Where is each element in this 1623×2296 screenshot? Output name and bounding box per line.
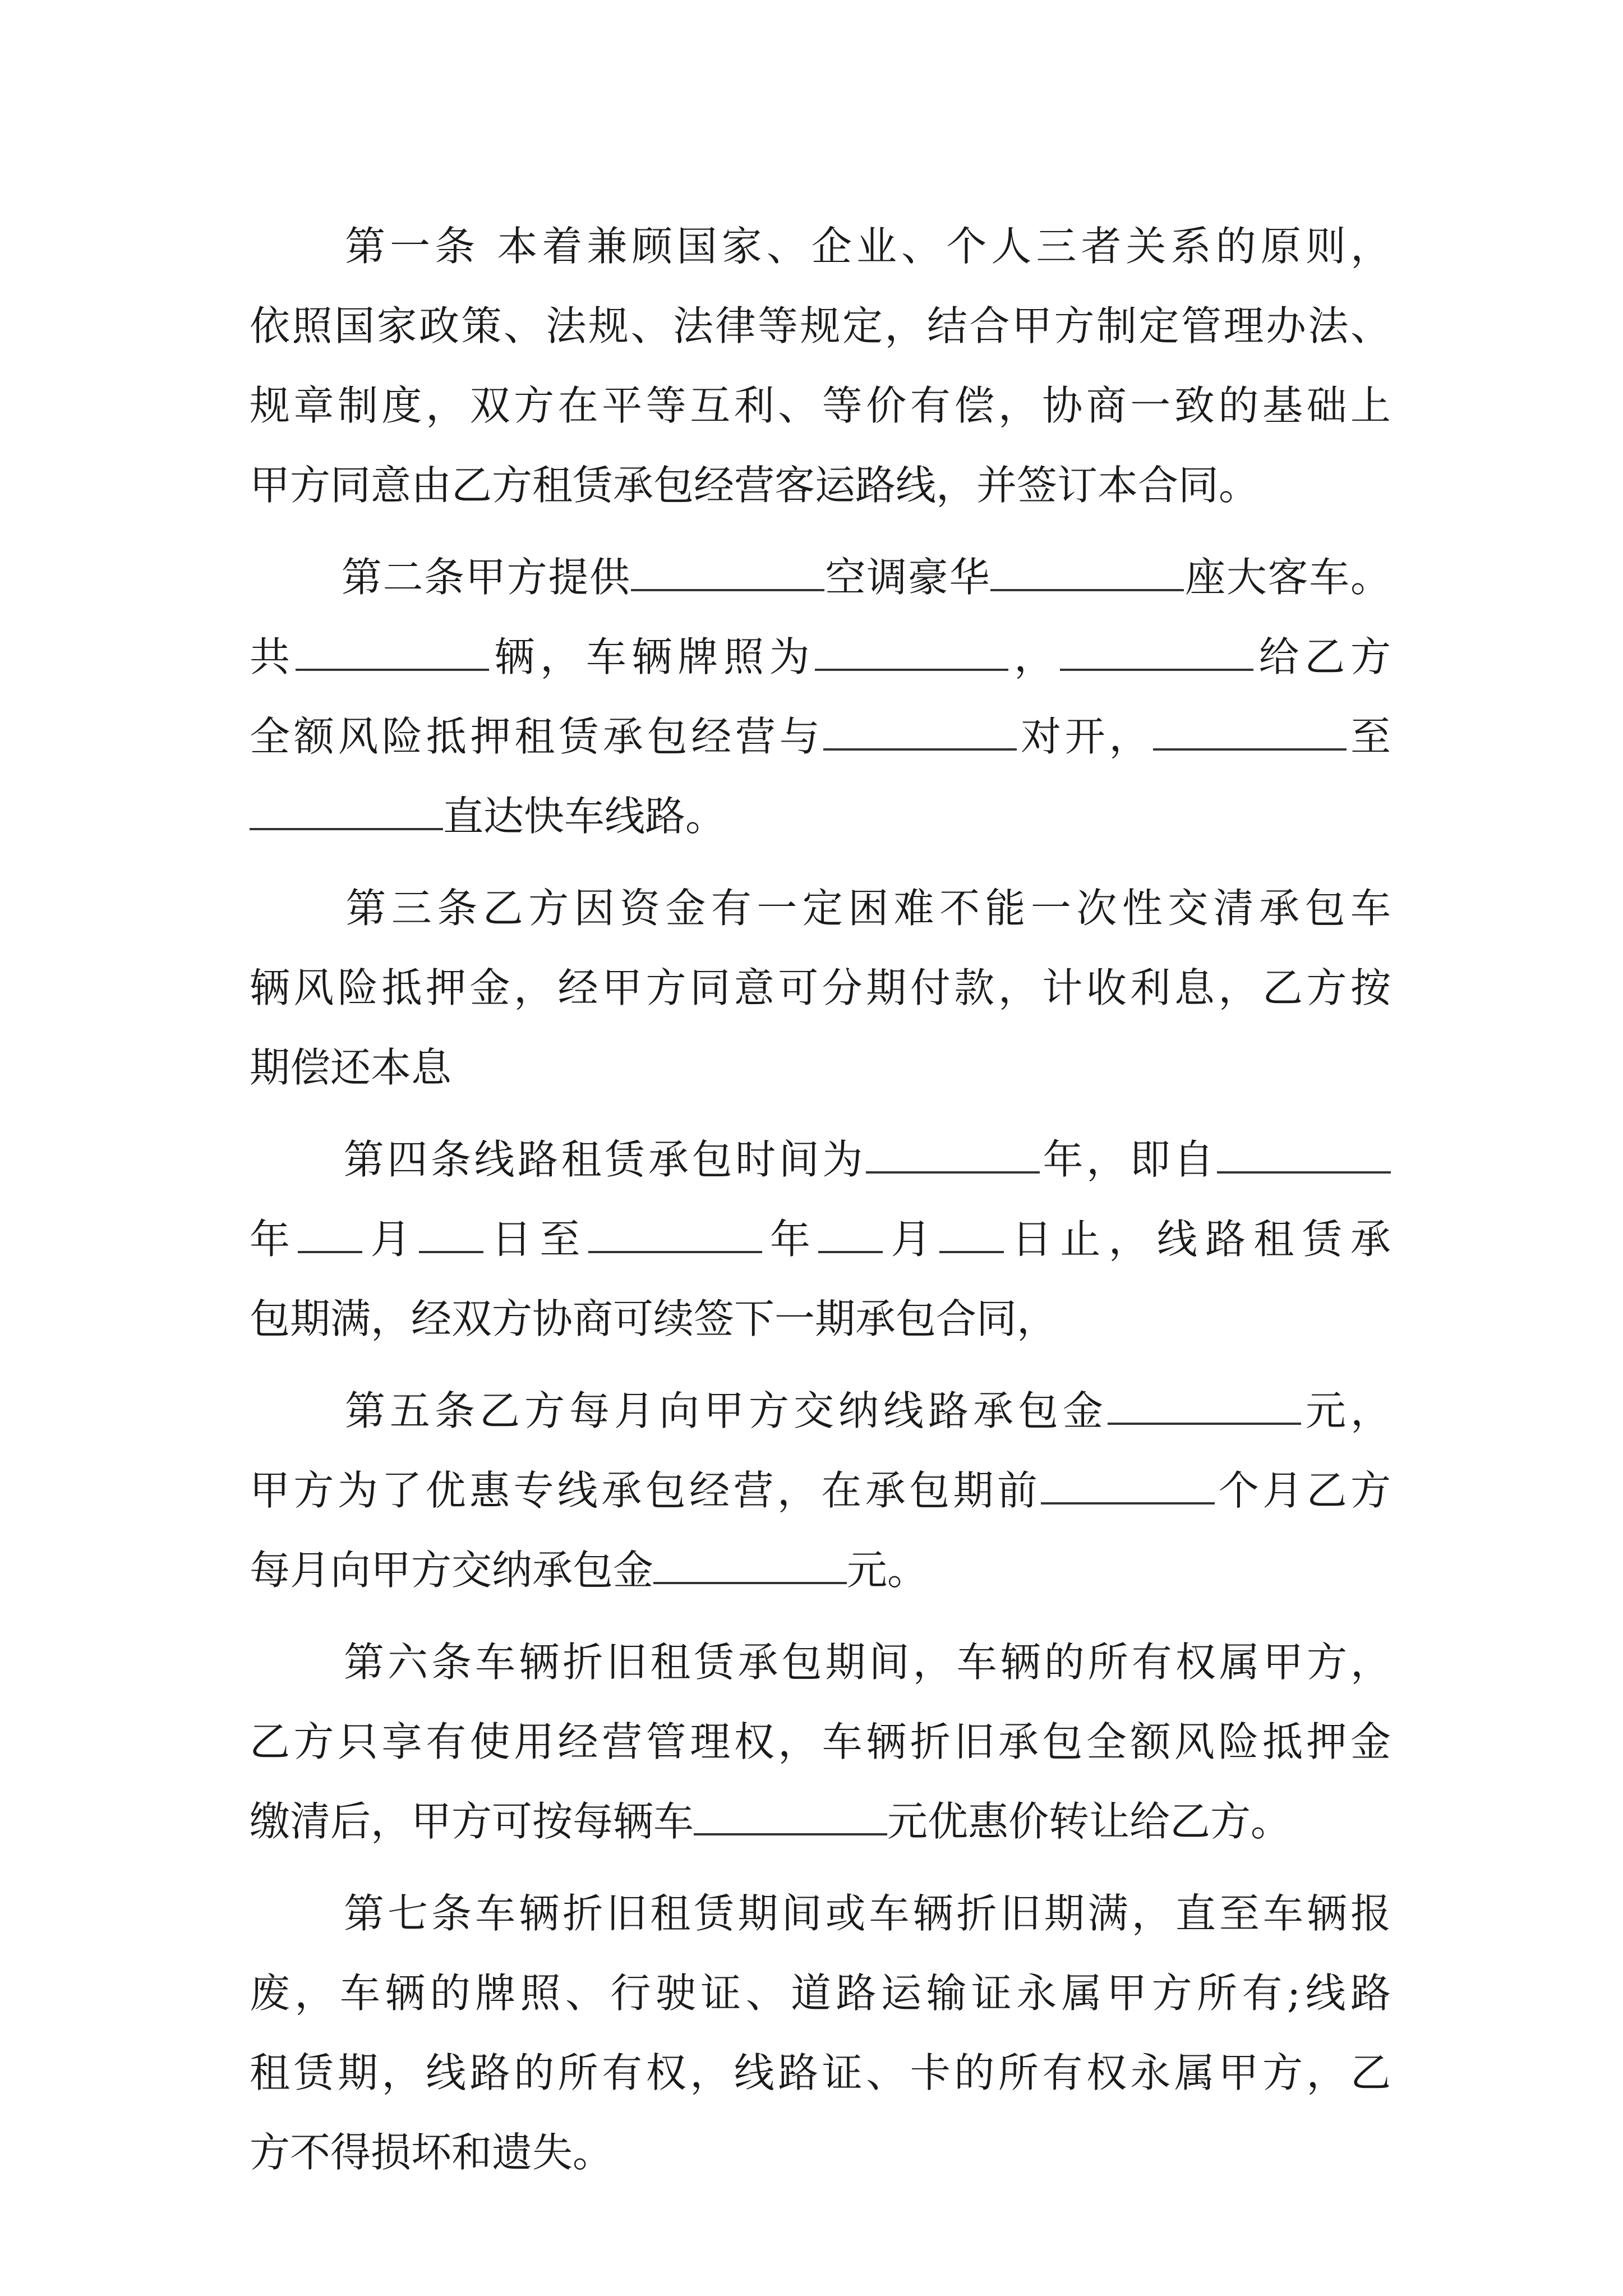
article-7 <box>250 1874 1391 2192</box>
text-line: 全额风险抵押租赁承包经营与 对开， 至 <box>250 713 1391 760</box>
text-line: 年 月 日至 年 月 日止，线路租赁承 <box>250 1216 1391 1263</box>
blank-field[interactable] <box>815 634 1008 671</box>
text-line: 废，车辆的牌照、行驶证、道路运输证永属甲方所有;线路 <box>250 1970 1391 2017</box>
article-2 <box>250 537 1391 856</box>
text-line: 租赁期，线路的所有权，线路证、卡的所有权永属甲方，乙 <box>250 2049 1391 2096</box>
blank-field[interactable] <box>1108 1388 1301 1425</box>
contract-body <box>250 206 1391 2205</box>
text-line: 每月向甲方交纳承包金 元。 <box>250 1547 928 1594</box>
text-line: 共 辆，车辆牌照为 ， 给乙方 <box>250 633 1391 680</box>
text-line: 缴清后，甲方可按每辆车 元优惠价转让给乙方。 <box>250 1798 1292 1845</box>
blank-field[interactable] <box>694 1798 887 1835</box>
blank-field[interactable] <box>866 1137 1040 1174</box>
text-line: 方不得损坏和遗失。 <box>250 2129 614 2176</box>
text-line: 第七条车辆折旧租赁期间或车辆折旧期满，直至车辆报 <box>340 1890 1391 1937</box>
blank-field[interactable] <box>419 1216 483 1253</box>
blank-field[interactable] <box>653 1547 847 1584</box>
article-5 <box>250 1371 1391 1610</box>
article-6 <box>250 1622 1391 1861</box>
blank-field[interactable] <box>250 793 443 830</box>
blank-field[interactable] <box>1217 1137 1391 1174</box>
blank-field[interactable] <box>296 634 489 671</box>
article-4 <box>250 1120 1391 1359</box>
blank-field[interactable] <box>298 1216 362 1253</box>
text-line: 辆风险抵押金，经甲方同意可分期付款，计收利息，乙方按 <box>250 964 1391 1011</box>
text-line: 第五条乙方每月向甲方交纳线路承包金 元， <box>340 1387 1391 1434</box>
blank-field[interactable] <box>588 1216 762 1253</box>
blank-field[interactable] <box>939 1216 1004 1253</box>
text-line: 第六条车辆折旧租赁承包期间，车辆的所有权属甲方， <box>340 1639 1391 1686</box>
text-line: 第一条 本着兼顾国家、企业、个人三者关系的原则， <box>340 223 1391 270</box>
text-line: 依照国家政策、法规、法律等规定，结合甲方制定管理办法、 <box>250 302 1391 349</box>
blank-field[interactable] <box>1153 714 1347 751</box>
text-line: 期偿还本息 <box>250 1044 452 1091</box>
text-line: 甲方为了优惠专线承包经营，在承包期前 个月乙方 <box>250 1467 1391 1514</box>
blank-field[interactable] <box>631 554 824 591</box>
text-line: 乙方只享有使用经营管理权，车辆折旧承包全额风险抵押金 <box>250 1718 1391 1765</box>
article-3 <box>250 868 1391 1107</box>
text-line: 第二条甲方提供 空调豪华 座大客车。 <box>340 554 1391 601</box>
blank-field[interactable] <box>990 554 1184 591</box>
text-line: 包期满，经双方协商可续签下一期承包合同， <box>250 1295 1058 1342</box>
text-line: 直达快车线路。 <box>250 776 1391 856</box>
text-line: 第三条乙方因资金有一定困难不能一次性交清承包车 <box>340 885 1391 932</box>
blank-field[interactable] <box>818 1216 883 1253</box>
text-line: 规章制度，双方在平等互利、等价有偿，协商一致的基础上 <box>250 382 1391 429</box>
blank-field[interactable] <box>823 714 1017 751</box>
blank-field[interactable] <box>1041 1467 1215 1504</box>
text-line: 第四条线路租赁承包时间为 年，即自 <box>250 1120 1391 1199</box>
blank-field[interactable] <box>1060 634 1253 671</box>
text-line: 甲方同意由乙方租赁承包经营客运路线，并签订本合同。 <box>250 462 1260 509</box>
article-1 <box>250 206 1391 525</box>
